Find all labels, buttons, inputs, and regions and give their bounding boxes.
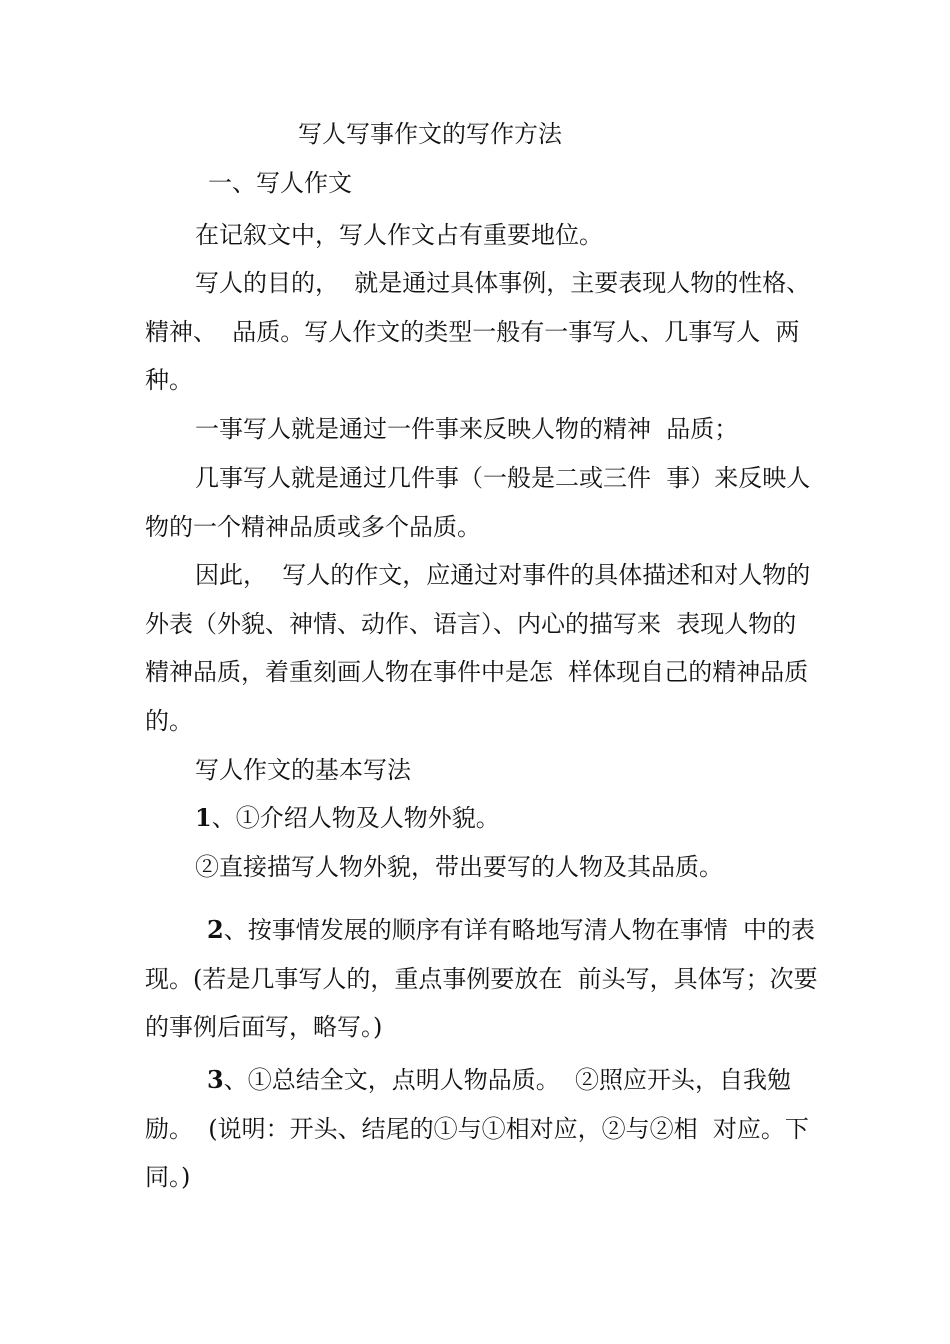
method-2-number: 2: [207, 915, 224, 944]
method-1-text: 、①介绍人物及人物外貌。: [211, 804, 500, 832]
paragraph-basic-method: 写人作文的基本写法: [195, 756, 411, 784]
method-item-1: [145, 794, 820, 843]
paragraph-several-events: 几事写人就是通过几件事（一般是二或三件 事）来反映人物的一个精神品质或多个品质。: [145, 464, 811, 541]
section-heading: 一、写人作文: [208, 169, 352, 197]
method-item-2: [145, 906, 820, 1052]
paragraph-therefore: 因此， 写人的作文，应通过对事件的具体描述和对人物的 外表（外貌、神情、动作、语言）、内心的描写来 表现人物的精神品质，着重刻画人物在事件中是怎 样体现自己的精神品质的。: [145, 561, 826, 735]
paragraph-one-event: 一事写人就是通过一件事来反映人物的精神 品质；: [195, 415, 739, 443]
method-3-number: 3: [207, 1065, 224, 1094]
method-item-3: [145, 1056, 820, 1202]
method-item-1b: ②直接描写人物外貌，带出要写的人物及其品质。: [195, 853, 723, 881]
method-1-number: 1: [195, 803, 212, 832]
method-2-text: 、按事情发展的顺序有详有略地写清人物在事情 中的表现。(若是几事写人的，重点事例要放在 前头写，具体写；次要的事例后面写，略写。): [145, 916, 818, 1041]
paragraph-purpose: 写人的目的， 就是通过具体事例，主要表现人物的性格、精神、 品质。写人作文的类型一般有一事写人、几事写人 两种。: [145, 269, 811, 394]
method-3-text: 、①总结全文，点明人物品质。 ②照应开头，自我勉励。 (说明：开头、结尾的①与①相对应，②与②相 对应。下同。): [145, 1066, 809, 1191]
paragraph-intro: 在记叙文中，写人作文占有重要地位。: [195, 221, 603, 249]
page-title: 写人写事作文的写作方法: [298, 120, 562, 148]
